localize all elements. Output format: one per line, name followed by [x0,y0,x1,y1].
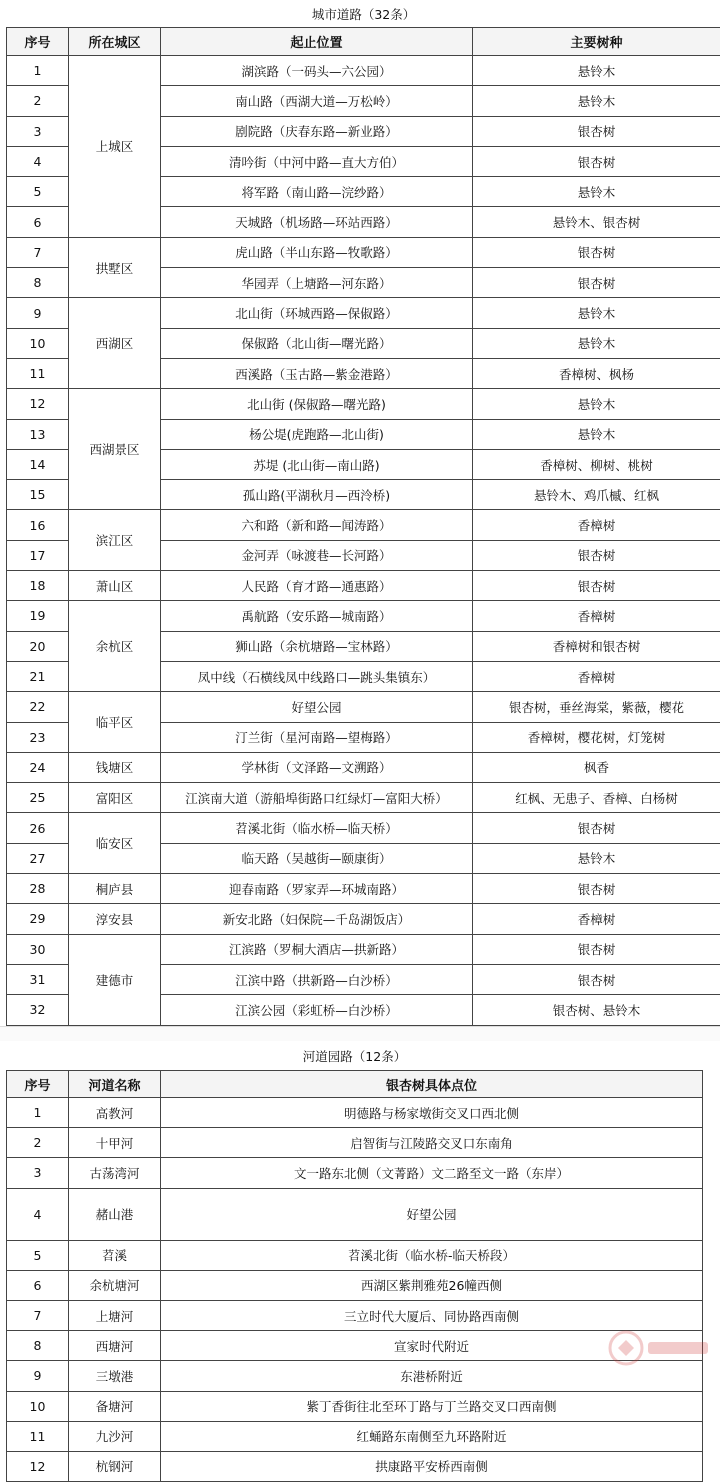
ginkgo-spot-cell: 宣家时代附近 [161,1331,703,1361]
col-header-location: 起止位置 [161,28,473,56]
location-cell: 汀兰街（星河南路—望梅路） [161,722,473,752]
table-row [7,874,720,904]
section-divider [0,1026,720,1041]
row-number: 16 [7,510,69,540]
ginkgo-spot-cell: 苕溪北街（临水桥-临天桥段） [161,1240,703,1270]
table-row [7,1421,703,1451]
location-cell: 南山路（西湖大道—万松岭） [161,86,473,116]
location-cell: 保俶路（北山街—曙光路） [161,328,473,358]
table-title: 河道园路（12条） [7,1042,703,1071]
species-cell: 悬铃木 [473,86,720,116]
location-cell: 华园弄（上塘路—河东路） [161,268,473,298]
location-cell: 人民路（育才路—通惠路） [161,571,473,601]
col-header-no: 序号 [7,1071,69,1098]
location-cell: 迎春南路（罗家弄—环城南路） [161,874,473,904]
species-cell: 银杏树 [473,268,720,298]
row-number: 19 [7,601,69,631]
table-row [7,389,720,419]
row-number: 11 [7,1421,69,1451]
location-cell: 临天路（吴越街—颐康街） [161,843,473,873]
river-name-cell: 杭钢河 [69,1451,161,1481]
ginkgo-spot-cell: 文一路东北侧（文菁路）文二路至文一路（东岸） [161,1158,703,1188]
table-row [7,904,720,934]
row-number: 13 [7,419,69,449]
species-cell: 悬铃木 [473,328,720,358]
row-number: 2 [7,1128,69,1158]
species-cell: 银杏树 [473,146,720,176]
river-name-cell: 苕溪 [69,1240,161,1270]
table-row [7,1188,703,1240]
location-cell: 杨公堤(虎跑路—北山街) [161,419,473,449]
row-number: 21 [7,661,69,691]
species-cell: 银杏树 [473,237,720,267]
species-cell: 悬铃木、银杏树 [473,207,720,237]
ginkgo-spot-cell: 好望公园 [161,1188,703,1240]
row-number: 6 [7,1270,69,1300]
district-cell: 滨江区 [69,510,161,571]
row-number: 29 [7,904,69,934]
district-cell: 余杭区 [69,601,161,692]
district-cell: 建德市 [69,934,161,1025]
species-cell: 银杏树、悬铃木 [473,995,720,1025]
row-number: 3 [7,1158,69,1188]
ginkgo-spot-cell: 东港桥附近 [161,1361,703,1391]
district-cell: 拱墅区 [69,237,161,298]
row-number: 7 [7,237,69,267]
river-name-cell: 古荡湾河 [69,1158,161,1188]
table-row [7,298,720,328]
location-cell: 禹航路（安乐路—城南路） [161,601,473,631]
species-cell: 香樟树 [473,904,720,934]
species-cell: 香樟树 [473,661,720,691]
river-name-cell: 西塘河 [69,1331,161,1361]
species-cell: 银杏树 [473,964,720,994]
species-cell: 香樟树、柳树、桃树 [473,449,720,479]
species-cell: 香樟树 [473,510,720,540]
row-number: 5 [7,1240,69,1270]
species-cell: 悬铃木 [473,298,720,328]
row-number: 15 [7,480,69,510]
river-name-cell: 赭山港 [69,1188,161,1240]
location-cell: 天城路（机场路—环站西路） [161,207,473,237]
river-name-cell: 余杭塘河 [69,1270,161,1300]
row-number: 8 [7,268,69,298]
row-number: 12 [7,389,69,419]
col-header-no: 序号 [7,28,69,56]
table-row [7,571,720,601]
species-cell: 悬铃木、鸡爪槭、红枫 [473,480,720,510]
ginkgo-spot-cell: 启智街与江陵路交叉口东南角 [161,1128,703,1158]
table-row [7,692,720,722]
location-cell: 剧院路（庆春东路—新业路） [161,116,473,146]
row-number: 28 [7,874,69,904]
table-row [7,1391,703,1421]
species-cell: 悬铃木 [473,56,720,86]
table-row [7,813,720,843]
row-number: 17 [7,540,69,570]
species-cell: 银杏树 [473,813,720,843]
species-cell: 银杏树 [473,571,720,601]
district-cell: 淳安县 [69,904,161,934]
row-number: 30 [7,934,69,964]
city-roads-table [6,0,720,1026]
river-name-cell: 备塘河 [69,1391,161,1421]
row-number: 4 [7,146,69,176]
row-number: 24 [7,752,69,782]
table-row [7,1451,703,1481]
table-row [7,601,720,631]
row-number: 9 [7,298,69,328]
row-number: 31 [7,964,69,994]
species-cell: 香樟树 [473,601,720,631]
row-number: 27 [7,843,69,873]
table-row [7,752,720,782]
species-cell: 银杏树 [473,540,720,570]
river-name-cell: 三墩港 [69,1361,161,1391]
row-number: 18 [7,571,69,601]
district-cell: 西湖景区 [69,389,161,510]
watermark-icon [596,1318,716,1378]
location-cell: 江滨南大道（游船埠街路口红绿灯—富阳大桥） [161,783,473,813]
location-cell: 江滨公园（彩虹桥—白沙桥） [161,995,473,1025]
location-cell: 学林街（文泽路—文溯路） [161,752,473,782]
location-cell: 苕溪北街（临水桥—临天桥） [161,813,473,843]
district-cell: 西湖区 [69,298,161,389]
location-cell: 狮山路（余杭塘路—宝林路） [161,631,473,661]
species-cell: 悬铃木 [473,419,720,449]
species-cell: 香樟树，樱花树，灯笼树 [473,722,720,752]
table-row [7,1240,703,1270]
row-number: 10 [7,1391,69,1421]
row-number: 10 [7,328,69,358]
location-cell: 苏堤 (北山街—南山路) [161,449,473,479]
location-cell: 孤山路(平湖秋月—西泠桥) [161,480,473,510]
table-title: 城市道路（32条） [7,0,720,28]
table-row [7,1098,703,1128]
row-number: 26 [7,813,69,843]
row-number: 12 [7,1451,69,1481]
location-cell: 新安北路（妇保院—千岛湖饭店） [161,904,473,934]
col-header-river: 河道名称 [69,1071,161,1098]
location-cell: 江滨路（罗桐大酒店—拱新路） [161,934,473,964]
row-number: 14 [7,449,69,479]
table-row [7,1270,703,1300]
district-cell: 萧山区 [69,571,161,601]
district-cell: 临安区 [69,813,161,874]
row-number: 32 [7,995,69,1025]
table-row [7,1128,703,1158]
river-name-cell: 十甲河 [69,1128,161,1158]
species-cell: 银杏树 [473,934,720,964]
species-cell: 香樟树和银杏树 [473,631,720,661]
species-cell: 银杏树 [473,116,720,146]
row-number: 1 [7,1098,69,1128]
species-cell: 银杏树 [473,874,720,904]
location-cell: 西溪路（玉古路—紫金港路） [161,358,473,388]
row-number: 11 [7,358,69,388]
district-cell: 上城区 [69,56,161,238]
ginkgo-spot-cell: 明德路与杨家墩街交叉口西北侧 [161,1098,703,1128]
species-cell: 红枫、无患子、香樟、白杨树 [473,783,720,813]
row-number: 4 [7,1188,69,1240]
district-cell: 桐庐县 [69,874,161,904]
district-cell: 钱塘区 [69,752,161,782]
location-cell: 北山街 (保俶路—曙光路) [161,389,473,419]
river-name-cell: 九沙河 [69,1421,161,1451]
ginkgo-spot-cell: 红蛹路东南侧至九环路附近 [161,1421,703,1451]
river-name-cell: 高教河 [69,1098,161,1128]
col-header-district: 所在城区 [69,28,161,56]
district-cell: 富阳区 [69,783,161,813]
col-header-species: 主要树种 [473,28,720,56]
ginkgo-spot-cell: 西湖区紫荆雅苑26幢西侧 [161,1270,703,1300]
ginkgo-spot-cell: 三立时代大厦后、同协路西南侧 [161,1300,703,1330]
row-number: 25 [7,783,69,813]
location-cell: 清吟街（中河中路—直大方伯） [161,146,473,176]
row-number: 1 [7,56,69,86]
row-number: 2 [7,86,69,116]
location-cell: 凤中线（石横线凤中线路口—跳头集镇东） [161,661,473,691]
location-cell: 湖滨路（一码头—六公园） [161,56,473,86]
row-number: 8 [7,1331,69,1361]
ginkgo-spot-cell: 拱康路平安桥西南侧 [161,1451,703,1481]
river-name-cell: 上塘河 [69,1300,161,1330]
table-row [7,934,720,964]
table-row [7,510,720,540]
table-row [7,1158,703,1188]
row-number: 20 [7,631,69,661]
location-cell: 北山街（环城西路—保俶路） [161,298,473,328]
table-row [7,56,720,86]
location-cell: 将军路（南山路—浣纱路） [161,177,473,207]
row-number: 9 [7,1361,69,1391]
location-cell: 虎山路（半山东路—牧歌路） [161,237,473,267]
row-number: 6 [7,207,69,237]
species-cell: 香樟树、枫杨 [473,358,720,388]
species-cell: 悬铃木 [473,843,720,873]
species-cell: 枫香 [473,752,720,782]
row-number: 7 [7,1300,69,1330]
location-cell: 好望公园 [161,692,473,722]
river-roads-table [6,1042,703,1482]
species-cell: 银杏树，垂丝海棠，紫薇，樱花 [473,692,720,722]
location-cell: 六和路（新和路—闻涛路） [161,510,473,540]
district-cell: 临平区 [69,692,161,753]
row-number: 23 [7,722,69,752]
row-number: 5 [7,177,69,207]
species-cell: 悬铃木 [473,177,720,207]
row-number: 3 [7,116,69,146]
col-header-spot: 银杏树具体点位 [161,1071,703,1098]
location-cell: 金河弄（咏渡巷—长河路） [161,540,473,570]
ginkgo-spot-cell: 紫丁香街往北至环丁路与丁兰路交叉口西南侧 [161,1391,703,1421]
table-row [7,237,720,267]
species-cell: 悬铃木 [473,389,720,419]
row-number: 22 [7,692,69,722]
table-row [7,783,720,813]
location-cell: 江滨中路（拱新路—白沙桥） [161,964,473,994]
